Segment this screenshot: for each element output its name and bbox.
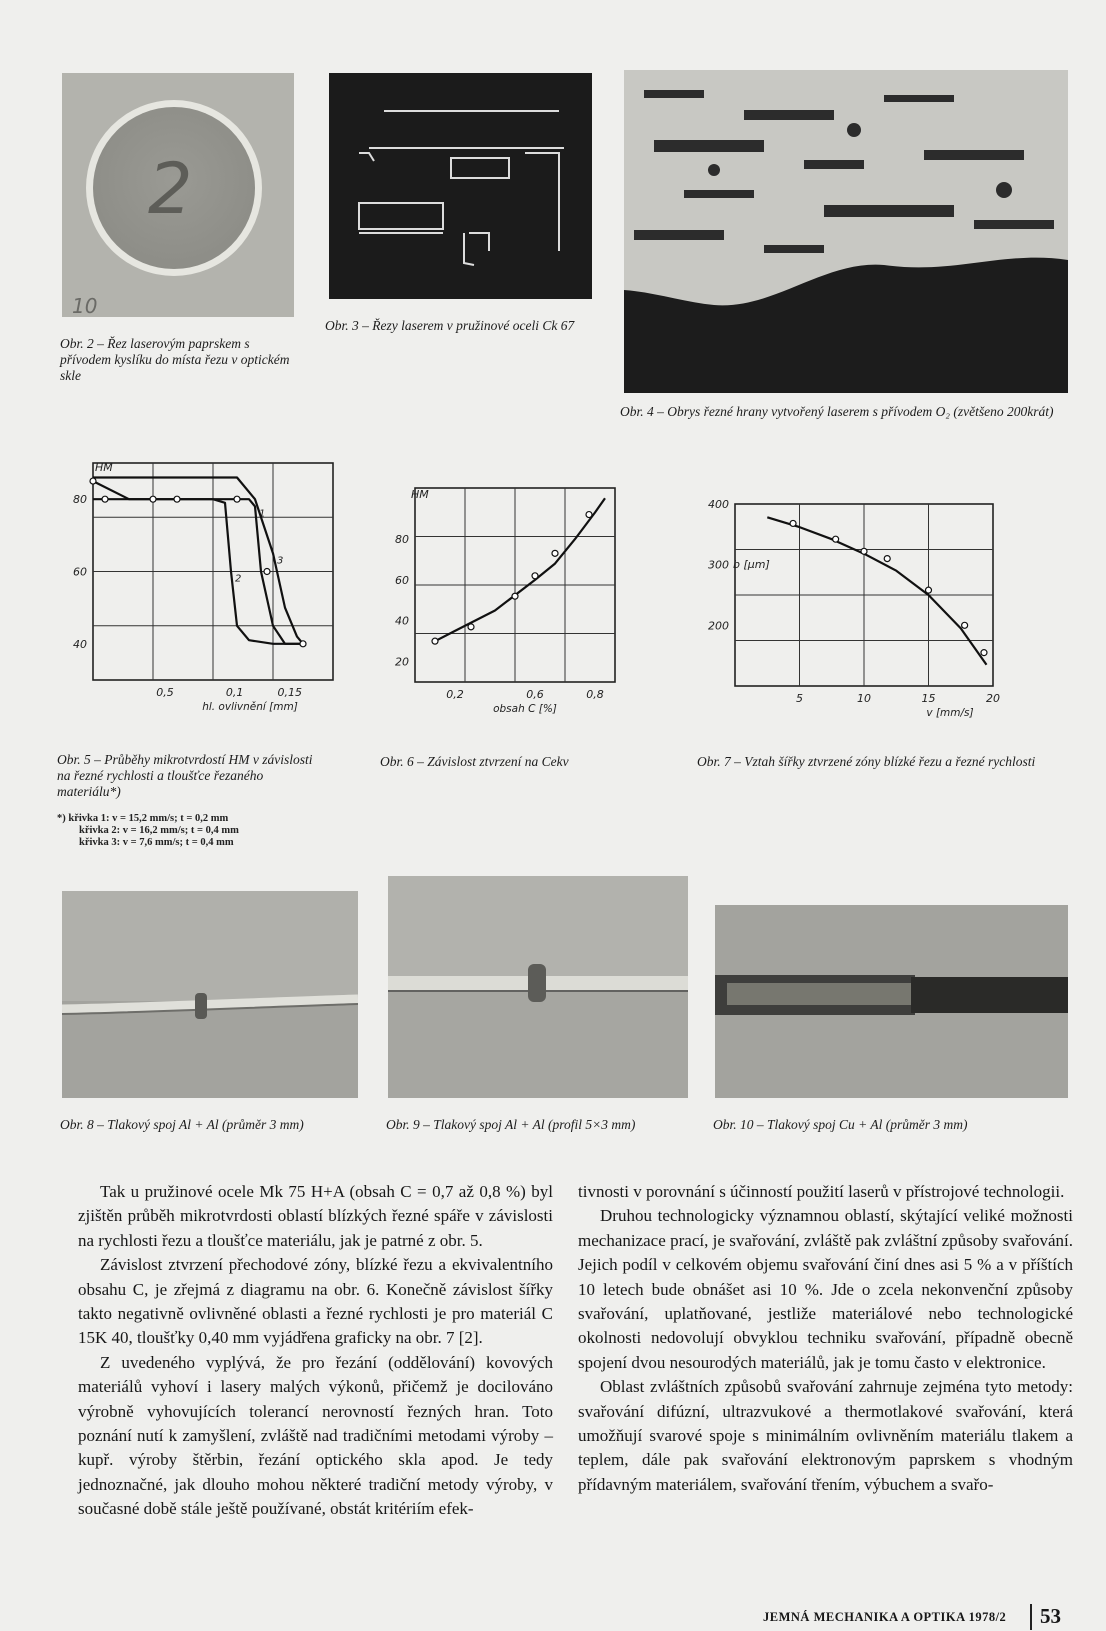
- y-axis-label: HM: [411, 488, 429, 501]
- y-tick-label: 80: [73, 493, 87, 507]
- data-point: [432, 638, 438, 644]
- series-line: [767, 517, 986, 665]
- y-tick-label: 20: [395, 655, 409, 669]
- body-left-paragraph: Tak u pružinové ocele Mk 75 H+A (obsah C = 0,7 až 0,8 %) byl zjištěn průběh mikrotvrdosti oblastí blízkých řezné spáře v závislosti na rychlosti řezu a tloušťce materiálu, jak je patrné z obr. 5.: [78, 1182, 553, 1250]
- fig9-caption: Obr. 9 – Tlakový spoj Al + Al (profil 5×3 mm): [386, 1117, 636, 1132]
- body-right-paragraph: Oblast zvláštních způsobů svařování zahrnuje zejména tyto metody: svařování difúzní, ultrazvukové a thermotlakové svařování, která umožňují svarové spoje s minimálním ovlivněním materiálu tlakem a teplem, dále pak svařování elektronovým paprskem s vhodným přídavným materiálem, svařování třením, výbuchem a svařo-: [578, 1377, 1073, 1494]
- chart-grid: [415, 488, 615, 682]
- y-tick-label: 80: [395, 533, 409, 547]
- fig6-caption: Obr. 6 – Závislost ztvrzení na Cekv: [380, 754, 569, 769]
- data-point: [468, 624, 474, 630]
- y-tick-label: 60: [73, 565, 87, 579]
- fig4-caption: Obr. 4 – Obrys řezné hrany vytvořený laserem s přívodem O₂ (zvětšeno 200krát): [620, 404, 1054, 419]
- journal-footer: JEMNÁ MECHANIKA A OPTIKA 1978/2: [763, 1610, 1007, 1624]
- series-label: 1: [259, 508, 266, 520]
- body-left-paragraph: Z uvedeného vyplývá, že pro řezání (oddělování) kovových materiálů vyhoví i lasery malých výkonů, přičemž je docilováno výrobně vyhovujících tolerancí nerovností řezných hran. Toto poznání nutí k zamyšlení, zvláště nad tradičními metodami výroby – kupř. výroby štěrbin, řezání optického skla apod. Je tedy jednoznačné, jak dlouho mohou některé tradiční metody výroby, v současné době stále ještě používané, obstát kritériím efek-: [78, 1352, 553, 1519]
- fig9-photo-drawing: [388, 876, 688, 1098]
- footer-divider: [1030, 1604, 1032, 1630]
- fig10-photo-drawing: [715, 905, 1068, 1098]
- x-tick-label: 20: [986, 692, 1000, 705]
- body-left-column: [78, 1180, 553, 1522]
- fig5-note-2: křivka 2: v = 16,2 mm/s; t = 0,4 mm: [79, 825, 239, 836]
- x-tick-label: 10: [857, 692, 871, 705]
- y-axis-label: b [µm]: [733, 558, 770, 571]
- series-line: [93, 481, 303, 644]
- y-tick-label: 300: [708, 558, 729, 572]
- x-axis-label: hl. ovlivnění [mm]: [202, 701, 298, 713]
- data-point: [884, 556, 890, 562]
- series-line: [435, 498, 605, 641]
- fig3-caption: Obr. 3 – Řezy laserem v pružinové oceli Ck 67: [325, 318, 575, 333]
- data-point: [962, 622, 968, 628]
- x-tick-label: 0,8: [586, 688, 604, 701]
- y-axis-label: HM: [95, 461, 113, 474]
- data-point: [833, 536, 839, 542]
- data-point: [790, 520, 796, 526]
- series-label: 2: [235, 573, 242, 585]
- fig2-mark: 2: [148, 148, 193, 230]
- y-tick-label: 60: [395, 573, 409, 587]
- fig2-caption: Obr. 2 – Řez laserovým paprskem s přívodem kyslíku do místa řezu v optickém skle: [60, 336, 290, 383]
- x-tick-label: 15: [921, 692, 936, 705]
- data-point: [234, 496, 240, 502]
- data-point: [150, 496, 156, 502]
- y-tick-label: 400: [708, 498, 729, 511]
- x-axis-label: obsah C [%]: [493, 703, 557, 715]
- fig10-caption: Obr. 10 – Tlakový spoj Cu + Al (průměr 3 mm): [713, 1117, 968, 1132]
- y-tick-label: 40: [395, 614, 409, 628]
- body-right-paragraph: Druhou technologicky významnou oblastí, skýtající veliké možnosti mechanizace prací, je svařování, zvláště pak zvláštní způsoby svařování. Jejich podíl v celkovém objemu svařování činí dnes asi 5 % a v příštích 10 letech bude obnášet asi 10 %. Jde o zcela nekonvenční způsoby svařování, uplatňované, jestliže materiálové nebo technologické okolnosti nedovolují obvyklou techniku svařování, případně obecně spojení dvou nesourodých materiálů, jak je tomu často v elektronice.: [578, 1206, 1073, 1372]
- fig8-photo: [62, 891, 358, 1098]
- fig6-chart: [375, 478, 660, 740]
- x-tick-label: 0,6: [526, 688, 544, 701]
- y-tick-label: 200: [708, 619, 729, 633]
- fig4-photo-drawing: [624, 70, 1068, 393]
- series-label: 3: [277, 555, 284, 567]
- y-tick-label: 40: [73, 637, 87, 651]
- fig7-chart: [690, 492, 1060, 740]
- x-tick-label: 5: [796, 692, 803, 705]
- fig5-note-3: křivka 3: v = 7,6 mm/s; t = 0,4 mm: [79, 837, 234, 848]
- fig10-photo: [715, 905, 1068, 1098]
- fig2-photo-drawing: [62, 73, 294, 317]
- x-tick-label: 0,1: [225, 686, 244, 699]
- data-point: [861, 548, 867, 554]
- x-tick-label: 0,5: [156, 686, 174, 699]
- data-point: [981, 650, 987, 656]
- fig5-note-1: *) křivka 1: v = 15,2 mm/s; t = 0,2 mm: [57, 813, 229, 824]
- data-point: [552, 550, 558, 556]
- body-right-continuation: tivnosti v porovnání s účinností použití laserů v přístrojové technologii.: [578, 1182, 1065, 1201]
- data-point: [586, 512, 592, 518]
- data-point: [300, 641, 306, 647]
- data-point: [264, 569, 270, 575]
- data-point: [512, 593, 518, 599]
- data-point: [532, 573, 538, 579]
- fig4-photo: [624, 70, 1068, 393]
- fig5-chart: [55, 455, 355, 740]
- x-axis-label: v [mm/s]: [926, 707, 974, 719]
- x-tick-label: 0,15: [277, 686, 303, 699]
- fig3-photo: [329, 73, 592, 299]
- fig3-photo-drawing: [329, 73, 592, 299]
- svg-text:10: 10: [72, 294, 98, 317]
- data-point: [90, 478, 96, 484]
- data-point: [102, 496, 108, 502]
- fig5-caption: Obr. 5 – Průběhy mikrotvrdostí HM v závislosti na řezné rychlosti a tloušťce řezaného materiálu*): [57, 752, 313, 799]
- body-right-column: [578, 1180, 1073, 1497]
- chart-grid: [93, 463, 333, 680]
- fig8-photo-drawing: [62, 891, 358, 1098]
- data-point: [926, 587, 932, 593]
- body-left-paragraph: Závislost ztvrzení přechodové zóny, blízké řezu a ekvivalentního obsahu C, je zřejmá z diagramu na obr. 6. Konečně závislost šířky takto negativně ovlivněné oblasti a řezné rychlosti je pro materiál C 15K 40, tloušťky 0,40 mm vyjádřena graficky na obr. 7 [2].: [78, 1255, 553, 1348]
- page-number: 53: [1040, 1604, 1061, 1628]
- fig9-photo: [388, 876, 688, 1098]
- chart-grid: [735, 504, 993, 686]
- x-tick-label: 0,2: [446, 688, 464, 701]
- fig8-caption: Obr. 8 – Tlakový spoj Al + Al (průměr 3 mm): [60, 1117, 304, 1132]
- fig7-caption: Obr. 7 – Vztah šířky ztvrzené zóny blízké řezu a řezné rychlosti: [697, 754, 1036, 769]
- data-point: [174, 496, 180, 502]
- fig2-photo: [62, 73, 294, 317]
